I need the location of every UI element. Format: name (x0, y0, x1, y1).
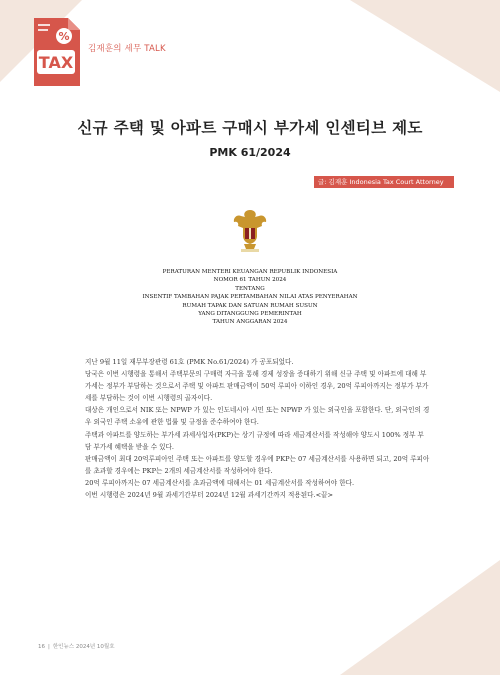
regulation-line: RUMAH TAPAK DAN SATUAN RUMAH SUSUN (182, 302, 318, 309)
page-number: 16 (38, 644, 45, 650)
svg-text:%: % (58, 30, 70, 43)
regulation-line: NOMOR 61 TAHUN 2024 (213, 277, 287, 284)
svg-text:TAX: TAX (38, 53, 74, 72)
regulation-line: PERATURAN MENTERI KEUANGAN REPUBLIK INDONESIA (162, 269, 338, 275)
regulation-line: TENTANG (235, 285, 265, 292)
regulation-line: YANG DITANGGUNG PEMERINTAH (198, 311, 302, 318)
article-body (85, 356, 430, 501)
publication-name: 한인뉴스 2024년 10월호 (52, 644, 115, 650)
article-title: 신규 주택 및 아파트 구매시 부가세 인센티브 제도 (77, 119, 423, 137)
column-label: 김재훈의 세무 TALK (88, 44, 166, 54)
corner-decoration-top-right (350, 0, 500, 92)
regulation-heading (100, 268, 400, 327)
body-paragraph: 지난 9월 11일 재무부장관령 61호 (PMK No.61/2024) 가 공포되었다. (85, 358, 294, 366)
page-footer (38, 642, 115, 650)
body-paragraph: 주택과 아파트를 양도하는 부가세 과세사업자(PKP)는 상기 규정에 따라 세금계산서를 작성해야 양도시 100% 정부 부담 부가세 혜택을 받을 수 있다. (85, 430, 424, 451)
regulation-line: INSENTIF TAMBAHAN PAJAK PERTAMBAHAN NILAI ATAS PENYERAHAN (142, 294, 358, 301)
garuda-emblem-icon (231, 206, 269, 254)
regulation-line: TAHUN ANGGARAN 2024 (212, 319, 288, 326)
body-paragraph: 20억 루피아까지는 07 세금계산서를 초과금액에 대해서는 01 세금계산서를 작성하여야 한다. (85, 478, 355, 487)
body-paragraph: 판매금액이 최대 20억루피아인 주택 또는 아파트를 양도할 경우에 PKP는 07 세금계산서를 사용하면 되고, 20억 루피아를 초과할 경우에는 PKP는 2개의 세금계산서를 작성하여야 한다. (85, 454, 430, 475)
corner-decoration-bottom-right (340, 560, 500, 675)
body-paragraph: 이번 시행령은 2024년 9월 과세기간부터 2024년 12월 과세기간까지 적용된다.<끝> (85, 491, 334, 500)
article-subtitle: PMK 61/2024 (209, 146, 291, 159)
author-byline: 글: 김재훈 Indonesia Tax Court Attorney (314, 176, 454, 188)
tax-document-icon (30, 16, 82, 88)
body-paragraph: 대상은 개인으로서 NIK 또는 NPWP 가 있는 인도네시아 시민 또는 NPWP 가 있는 외국인을 포함한다. 단, 외국인의 경우 외국인 주택 소유에 관한 법률 및 규정을 준수하여야 한다. (85, 406, 430, 427)
footer-separator: | (48, 644, 50, 650)
body-paragraph: 당국은 이번 시행령을 통해서 주택부문의 구매력 자극을 통해 경제 성장을 증대하기 위해 신규 주택 및 아파트에 대해 부가세는 정부가 부담하는 것으로서 주택 및 아파트 판매금액이 50억 루피아 이하인 경우, 20억 루피아까지는 정부가 부가세를 부담하는 것이 이번 시행령의 골자이다. (85, 370, 429, 403)
